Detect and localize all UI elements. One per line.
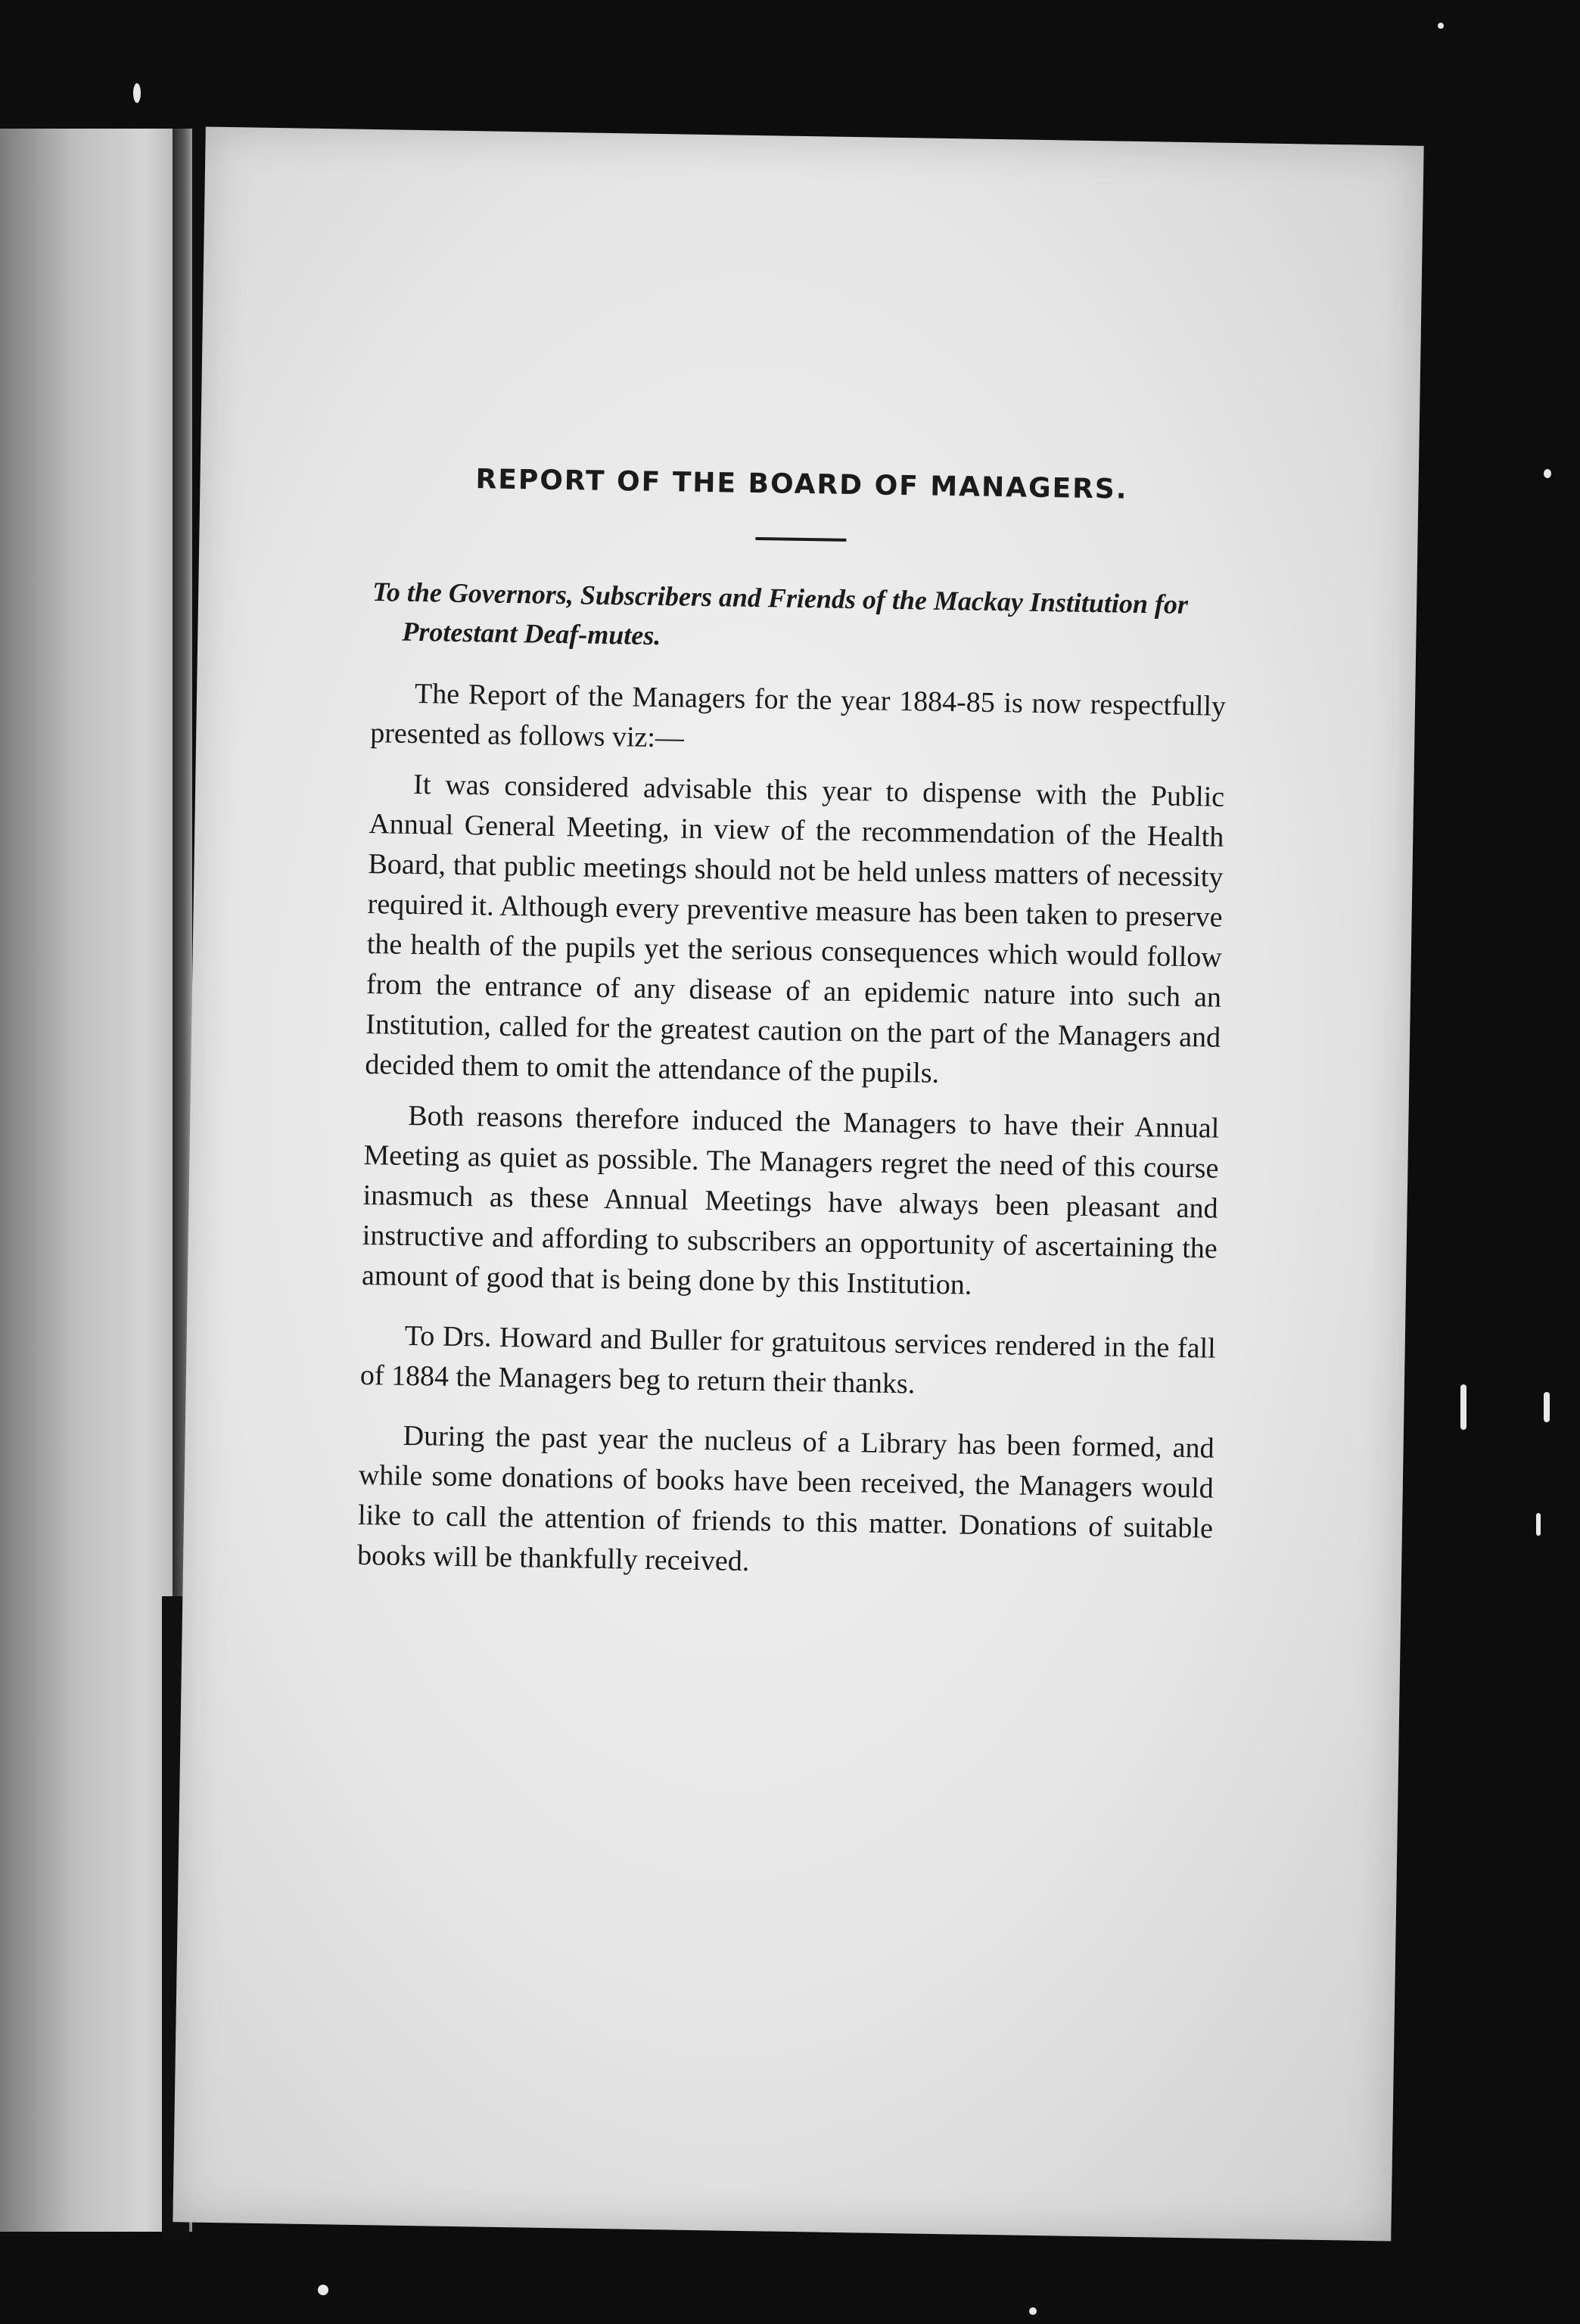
document-page: [173, 127, 1423, 2242]
facing-page: [0, 129, 182, 2232]
salutation: To the Governors, Subscribers and Friends of the Mackay Institution for Protestant Deaf-mutes.: [372, 576, 1189, 651]
film-speck: [133, 83, 141, 103]
film-speck: [1544, 469, 1551, 478]
paragraph-intro: The Report of the Managers for the year 1884-85 is now respectfully presented as follows viz:—: [369, 677, 1227, 754]
film-speck: [1544, 1392, 1550, 1422]
heading-rule: [755, 537, 846, 542]
paragraph-thanks: To Drs. Howard and Buller for gratuitous services rendered in the fall of 1884 the Managers beg to return their thanks.: [359, 1319, 1216, 1400]
film-speck: [1029, 2307, 1037, 2315]
page-text: [357, 462, 1230, 1600]
paragraph-reasons: Both reasons therefore induced the Managers to have their Annual Meeting as quiet as possible. The Managers regret the need of this course inasmuch as these Annual Meetings have always been pleasant and instructive and affording to subscribers an opportunity of ascertaining the amount of good that is being done by this Institution.: [361, 1099, 1220, 1301]
film-speck: [1438, 23, 1444, 29]
film-speck: [1460, 1384, 1466, 1430]
film-speck: [318, 2285, 328, 2295]
report-heading: REPORT OF THE BOARD OF MANAGERS.: [475, 464, 1128, 505]
paragraph-meeting: It was considered advisable this year to dispense with the Public Annual General Meeting, in view of the recommendation of the Health Board, that public meetings should not be held unless matters of necessity required it. Although every preventive measure has been taken to preserve the health of the pupils yet the serious consequences which would follow from the entrance of any disease of an epidemic nature into such an Institution, called for the greatest caution on the part of the Managers and decided them to omit the attendance of the pupils.: [365, 768, 1225, 1089]
film-speck: [1536, 1513, 1541, 1536]
paragraph-library: During the past year the nucleus of a Library has been formed, and while some donations of books have been received, the Managers would like to call the attention of friends to this matter. Donations of suitable books will be thankfully received.: [356, 1419, 1215, 1578]
